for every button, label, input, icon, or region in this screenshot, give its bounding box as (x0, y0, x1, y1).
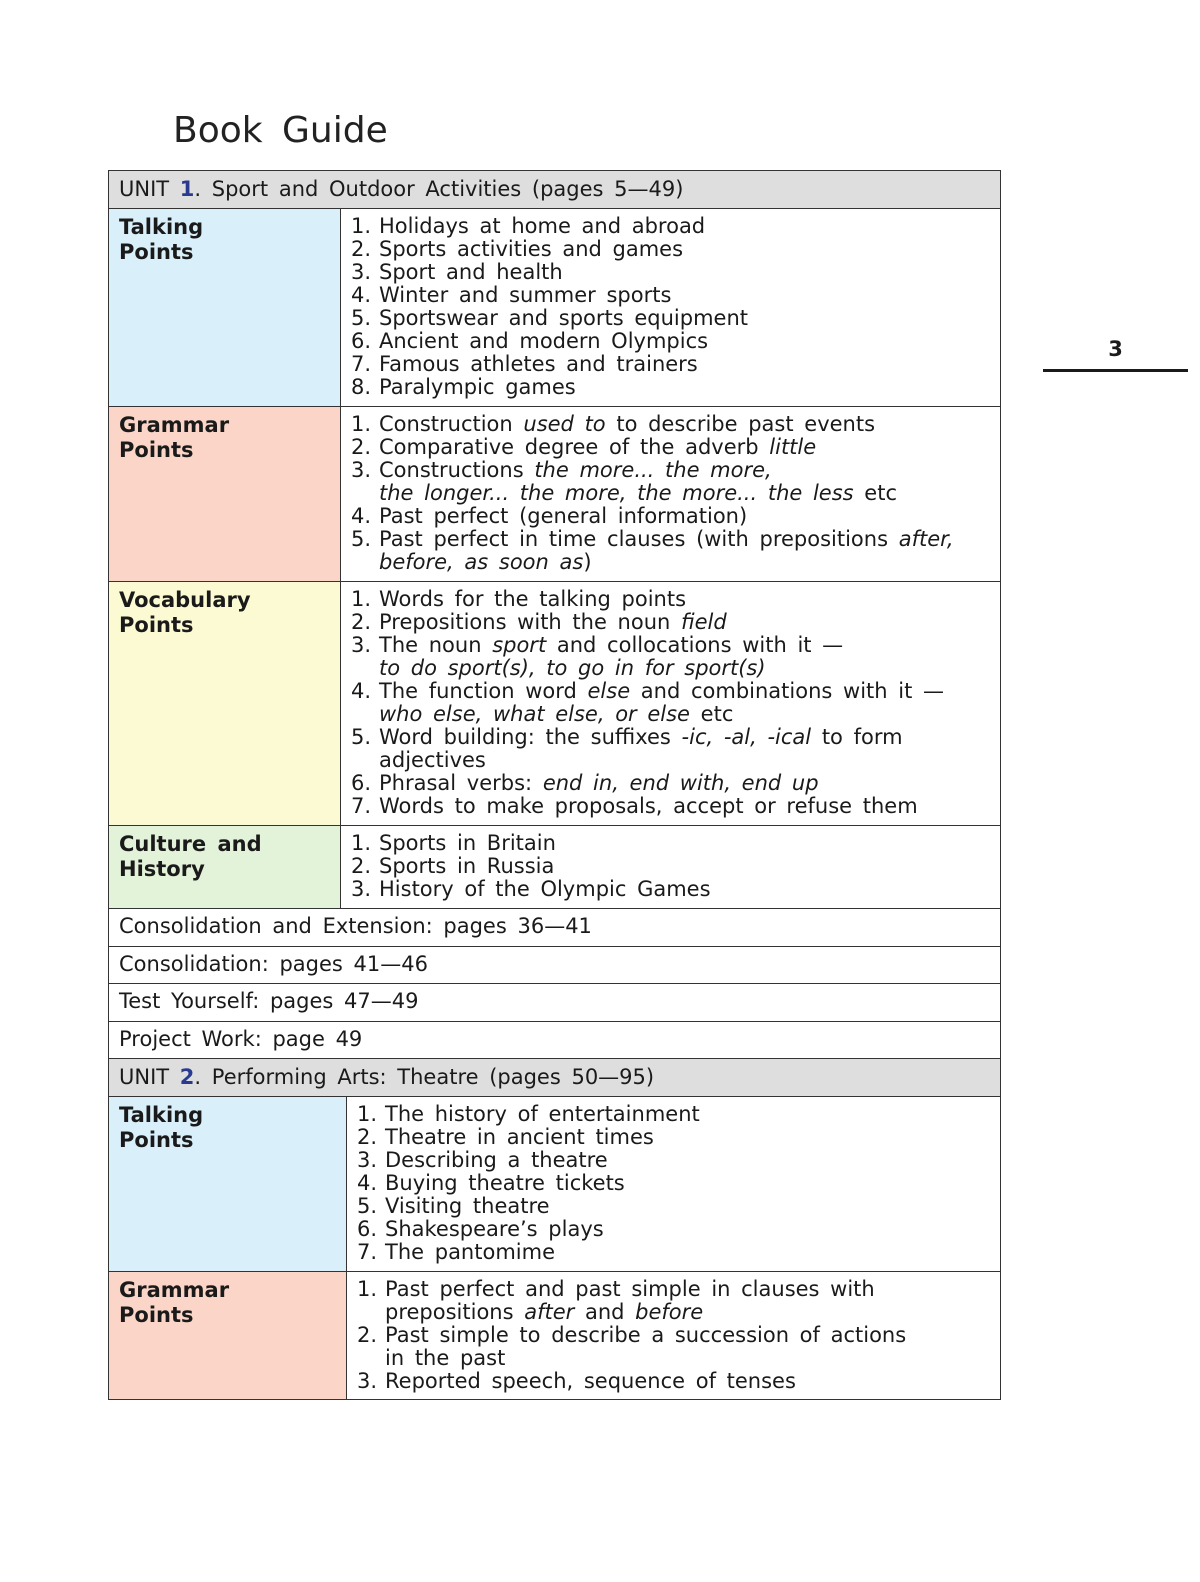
list-item: 5. Sportswear and sports equipment (351, 306, 749, 330)
page-number: 3 (1043, 337, 1188, 372)
talking-points-list (341, 209, 1000, 406)
unit-2-talking-points-row (109, 1097, 1000, 1272)
list-item: 7. Famous athletes and trainers (351, 352, 698, 376)
list-item: 8. Paralympic games (351, 375, 576, 399)
list-item: 2. Sports in Russia (351, 854, 555, 878)
consolidation-row: Consolidation: pages 41—46 (109, 947, 1000, 985)
talking-points-list (347, 1097, 1000, 1271)
unit-1-vocabulary-points-row (109, 582, 1000, 826)
vocabulary-points-list (341, 582, 1000, 825)
list-item: 1. Construction used to to describe past events (351, 412, 876, 436)
list-item: 3. Constructions the more... the more, the longer... the more, the more... the less etc (351, 458, 897, 505)
list-item: 2. Sports activities and games (351, 237, 684, 261)
unit-1-number: 1 (179, 177, 195, 201)
talking-points-label: Talking Points (109, 209, 341, 406)
book-guide-table (108, 170, 1001, 1400)
grammar-points-list (347, 1272, 1000, 1399)
list-item: 2. Theatre in ancient times (357, 1125, 654, 1149)
list-item: 2. Past simple to describe a succession of actions in the past (357, 1323, 907, 1370)
page-title: Book Guide (173, 110, 388, 151)
unit-1-title: . Sport and Outdoor Activities (pages 5—49) (194, 177, 684, 201)
project-work-row: Project Work: page 49 (109, 1022, 1000, 1060)
list-item: 6. Ancient and modern Olympics (351, 329, 709, 353)
unit-1-talking-points-row (109, 209, 1000, 407)
unit-1-prefix: UNIT (119, 177, 170, 201)
talking-points-label: Talking Points (109, 1097, 347, 1271)
list-item: 3. History of the Olympic Games (351, 877, 711, 901)
unit-1-culture-history-row (109, 826, 1000, 909)
list-item: 1. The history of entertainment (357, 1102, 700, 1126)
list-item: 5. Word building: the suffixes -ic, -al, -ical to form adjectives (351, 725, 903, 772)
test-yourself-row: Test Yourself: pages 47—49 (109, 984, 1000, 1022)
unit-2-header (109, 1059, 1000, 1097)
list-item: 1. Past perfect and past simple in clauses with prepositions after and before (357, 1277, 875, 1324)
vocabulary-points-label: Vocabulary Points (109, 582, 341, 825)
unit-2-title: . Performing Arts: Theatre (pages 50—95) (194, 1065, 655, 1089)
grammar-points-label: Grammar Points (109, 1272, 347, 1399)
list-item: 5. Past perfect in time clauses (with prepositions after, before, as soon as) (351, 527, 954, 574)
list-item: 6. Shakespeare’s plays (357, 1217, 604, 1241)
unit-1-header (109, 171, 1000, 209)
list-item: 3. The noun sport and collocations with it — to do sport(s), to go in for sport(s) (351, 633, 844, 680)
list-item: 3. Reported speech, sequence of tenses (357, 1369, 796, 1393)
list-item: 4. Winter and summer sports (351, 283, 672, 307)
list-item: 1. Sports in Britain (351, 831, 556, 855)
unit-2-number: 2 (179, 1065, 195, 1089)
list-item: 4. The function word else and combinations with it — who else, what else, or else etc (351, 679, 944, 726)
unit-1-grammar-points-row (109, 407, 1000, 582)
list-item: 3. Sport and health (351, 260, 563, 284)
list-item: 4. Past perfect (general information) (351, 504, 748, 528)
list-item: 1. Holidays at home and abroad (351, 214, 706, 238)
list-item: 2. Comparative degree of the adverb little (351, 435, 817, 459)
list-item: 5. Visiting theatre (357, 1194, 550, 1218)
grammar-points-label: Grammar Points (109, 407, 341, 581)
list-item: 6. Phrasal verbs: end in, end with, end up (351, 771, 819, 795)
list-item: 2. Prepositions with the noun field (351, 610, 727, 634)
culture-history-list (341, 826, 1000, 908)
unit-2-grammar-points-row (109, 1272, 1000, 1399)
list-item: 7. The pantomime (357, 1240, 555, 1264)
list-item: 4. Buying theatre tickets (357, 1171, 625, 1195)
list-item: 3. Describing a theatre (357, 1148, 608, 1172)
list-item: 1. Words for the talking points (351, 587, 687, 611)
grammar-points-list (341, 407, 1000, 581)
unit-2-prefix: UNIT (119, 1065, 170, 1089)
consolidation-extension-row: Consolidation and Extension: pages 36—41 (109, 909, 1000, 947)
list-item: 7. Words to make proposals, accept or refuse them (351, 794, 918, 818)
culture-history-label: Culture and History (109, 826, 341, 908)
